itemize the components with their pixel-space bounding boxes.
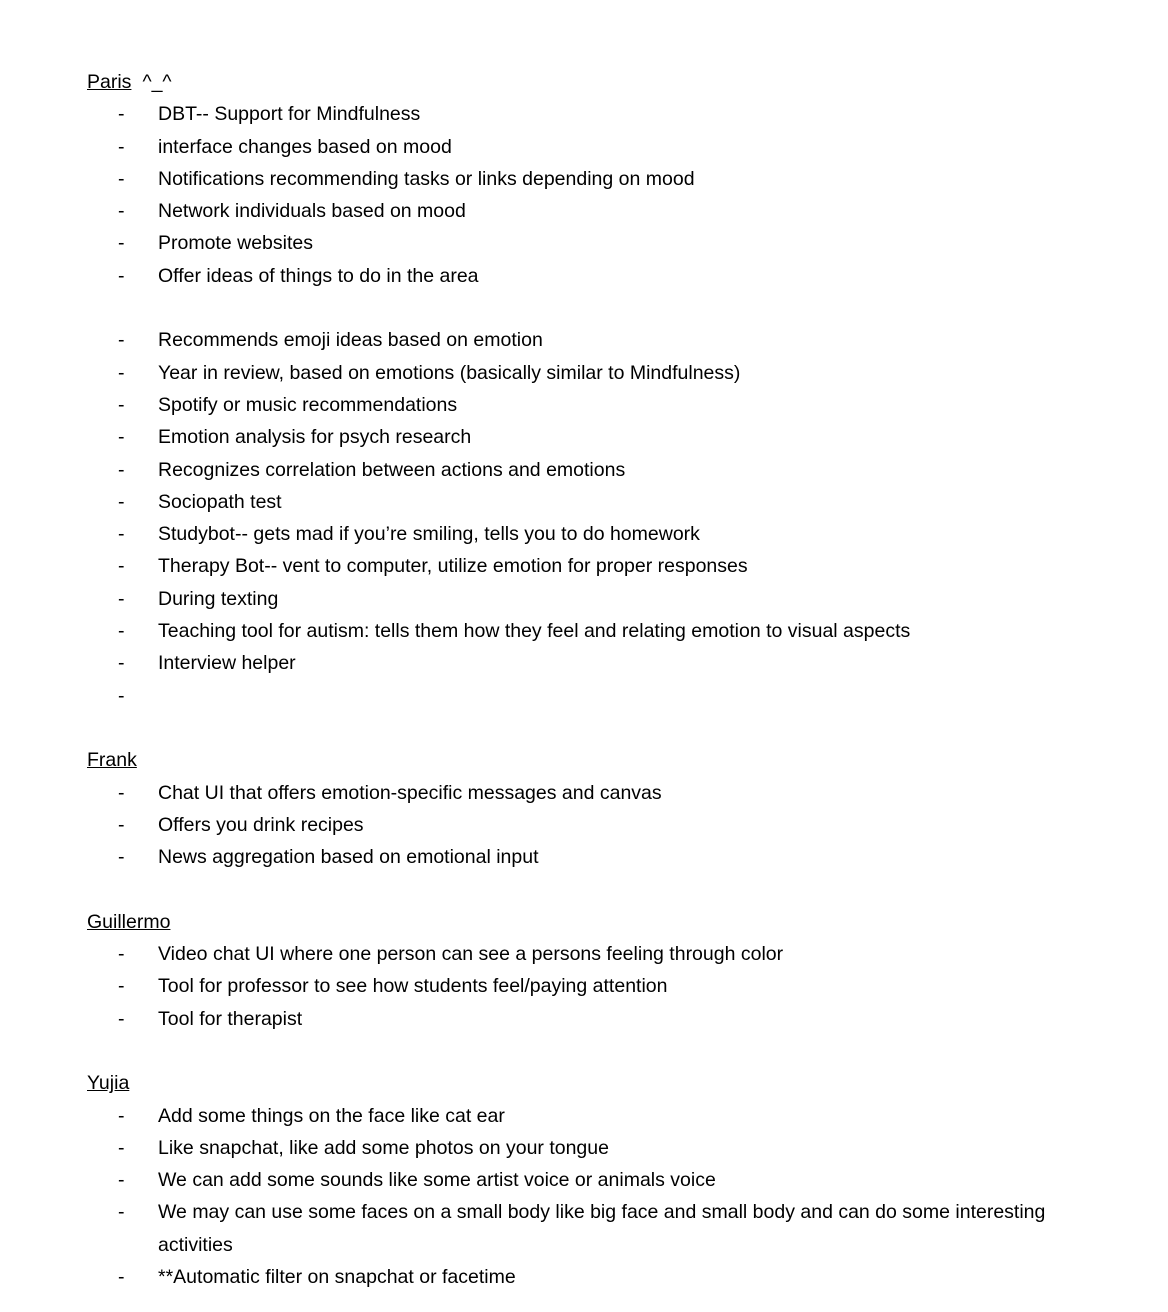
section-heading	[87, 906, 1128, 938]
list-item	[87, 518, 1128, 550]
item-text: Studybot-- gets mad if you’re smiling, tells you to do homework	[158, 523, 700, 546]
bullet-dash: -	[118, 652, 125, 675]
list-item	[87, 1164, 1128, 1196]
section-heading	[87, 744, 1128, 776]
item-text: Network individuals based on mood	[158, 200, 466, 223]
list-item	[87, 1196, 1128, 1261]
item-text: Emotion analysis for psych research	[158, 426, 472, 449]
bullet-dash: -	[118, 135, 125, 158]
item-text: Interview helper	[158, 652, 296, 675]
list-item	[87, 195, 1128, 227]
item-text: Recognizes correlation between actions and emotions	[158, 458, 626, 481]
list-item	[87, 938, 1128, 970]
item-text: Offers you drink recipes	[158, 813, 364, 836]
idea-list	[87, 1100, 1128, 1294]
item-text: **Automatic filter on snapchat or facetime	[158, 1265, 516, 1288]
item-text: Chat UI that offers emotion-specific messages and canvas	[158, 781, 662, 804]
bullet-dash: -	[118, 458, 125, 481]
bullet-dash: -	[118, 620, 125, 643]
list-item	[87, 647, 1128, 679]
list-item	[87, 486, 1128, 518]
item-text: Therapy Bot-- vent to computer, utilize emotion for proper responses	[158, 555, 748, 578]
list-item	[87, 583, 1128, 615]
bullet-dash: -	[118, 103, 125, 126]
blank-line	[87, 292, 1128, 324]
section-heading-name: Paris	[87, 71, 132, 93]
document-section	[87, 744, 1128, 873]
item-text: Tool for professor to see how students feel/paying attention	[158, 975, 668, 998]
list-item	[87, 324, 1128, 356]
item-text: Tool for therapist	[158, 1007, 303, 1030]
list-item	[87, 550, 1128, 582]
document-section	[87, 906, 1128, 1035]
list-item	[87, 615, 1128, 647]
bullet-dash: -	[118, 393, 125, 416]
bullet-dash: -	[118, 943, 125, 966]
item-text: DBT-- Support for Mindfulness	[158, 103, 421, 126]
section-heading-name: Yujia	[87, 1072, 130, 1095]
idea-list	[87, 938, 1128, 1035]
list-item	[87, 680, 1128, 712]
item-text: Like snapchat, like add some photos on your tongue	[158, 1136, 609, 1159]
bullet-dash: -	[118, 490, 125, 513]
list-item	[87, 357, 1128, 389]
bullet-dash: -	[118, 781, 125, 804]
idea-list	[87, 777, 1128, 874]
list-item	[87, 1003, 1128, 1035]
section-heading-suffix: ^_^	[142, 71, 172, 93]
bullet-dash: -	[118, 264, 125, 287]
bullet-dash: -	[118, 523, 125, 546]
item-text: Spotify or music recommendations	[158, 393, 458, 416]
document-section	[87, 1067, 1128, 1293]
section-heading-name: Frank	[87, 749, 137, 772]
list-item	[87, 163, 1128, 195]
section-heading	[87, 66, 1128, 98]
section-heading	[87, 1067, 1128, 1099]
item-text: Notifications recommending tasks or links depending on mood	[158, 167, 695, 190]
bullet-dash: -	[118, 1104, 125, 1127]
list-item	[87, 454, 1128, 486]
bullet-dash: -	[118, 426, 125, 449]
item-text: Add some things on the face like cat ear	[158, 1104, 505, 1127]
bullet-dash: -	[118, 1201, 125, 1224]
bullet-dash: -	[118, 329, 125, 352]
item-text: Teaching tool for autism: tells them how they feel and relating emotion to visual aspects	[158, 620, 911, 643]
idea-list	[87, 98, 1128, 712]
bullet-dash: -	[118, 200, 125, 223]
list-item	[87, 777, 1128, 809]
list-item	[87, 131, 1128, 163]
item-text: Recommends emoji ideas based on emotion	[158, 329, 543, 352]
item-text: Promote websites	[158, 232, 313, 255]
list-item	[87, 227, 1128, 259]
list-item	[87, 809, 1128, 841]
item-text: We can add some sounds like some artist voice or animals voice	[158, 1169, 716, 1192]
document-section	[87, 66, 1128, 712]
item-text: Year in review, based on emotions (basically similar to Mindfulness)	[158, 361, 741, 384]
bullet-dash: -	[118, 232, 125, 255]
item-text	[158, 680, 1078, 712]
bullet-dash: -	[118, 555, 125, 578]
item-text: interface changes based on mood	[158, 135, 452, 158]
list-item	[87, 421, 1128, 453]
bullet-dash: -	[118, 846, 125, 869]
list-item	[87, 260, 1128, 292]
item-text: News aggregation based on emotional input	[158, 846, 539, 869]
bullet-dash: -	[118, 167, 125, 190]
bullet-dash: -	[118, 1169, 125, 1192]
bullet-dash: -	[118, 813, 125, 836]
bullet-dash: -	[118, 684, 125, 707]
list-item	[87, 1100, 1128, 1132]
bullet-dash: -	[118, 975, 125, 998]
list-item	[87, 970, 1128, 1002]
item-text: We may can use some faces on a small body like big face and small body and can do some interesting activities	[158, 1201, 1051, 1256]
bullet-dash: -	[118, 1007, 125, 1030]
section-heading-name: Guillermo	[87, 910, 171, 933]
list-item	[87, 1261, 1128, 1293]
bullet-dash: -	[118, 587, 125, 610]
list-item	[87, 389, 1128, 421]
item-text: During texting	[158, 587, 279, 610]
list-item	[87, 98, 1128, 130]
item-text: Offer ideas of things to do in the area	[158, 264, 479, 287]
item-text: Video chat UI where one person can see a persons feeling through color	[158, 943, 784, 966]
item-text: Sociopath test	[158, 490, 282, 513]
bullet-dash: -	[118, 1265, 125, 1288]
list-item	[87, 1132, 1128, 1164]
bullet-dash: -	[118, 361, 125, 384]
bullet-dash: -	[118, 1136, 125, 1159]
list-item	[87, 841, 1128, 873]
